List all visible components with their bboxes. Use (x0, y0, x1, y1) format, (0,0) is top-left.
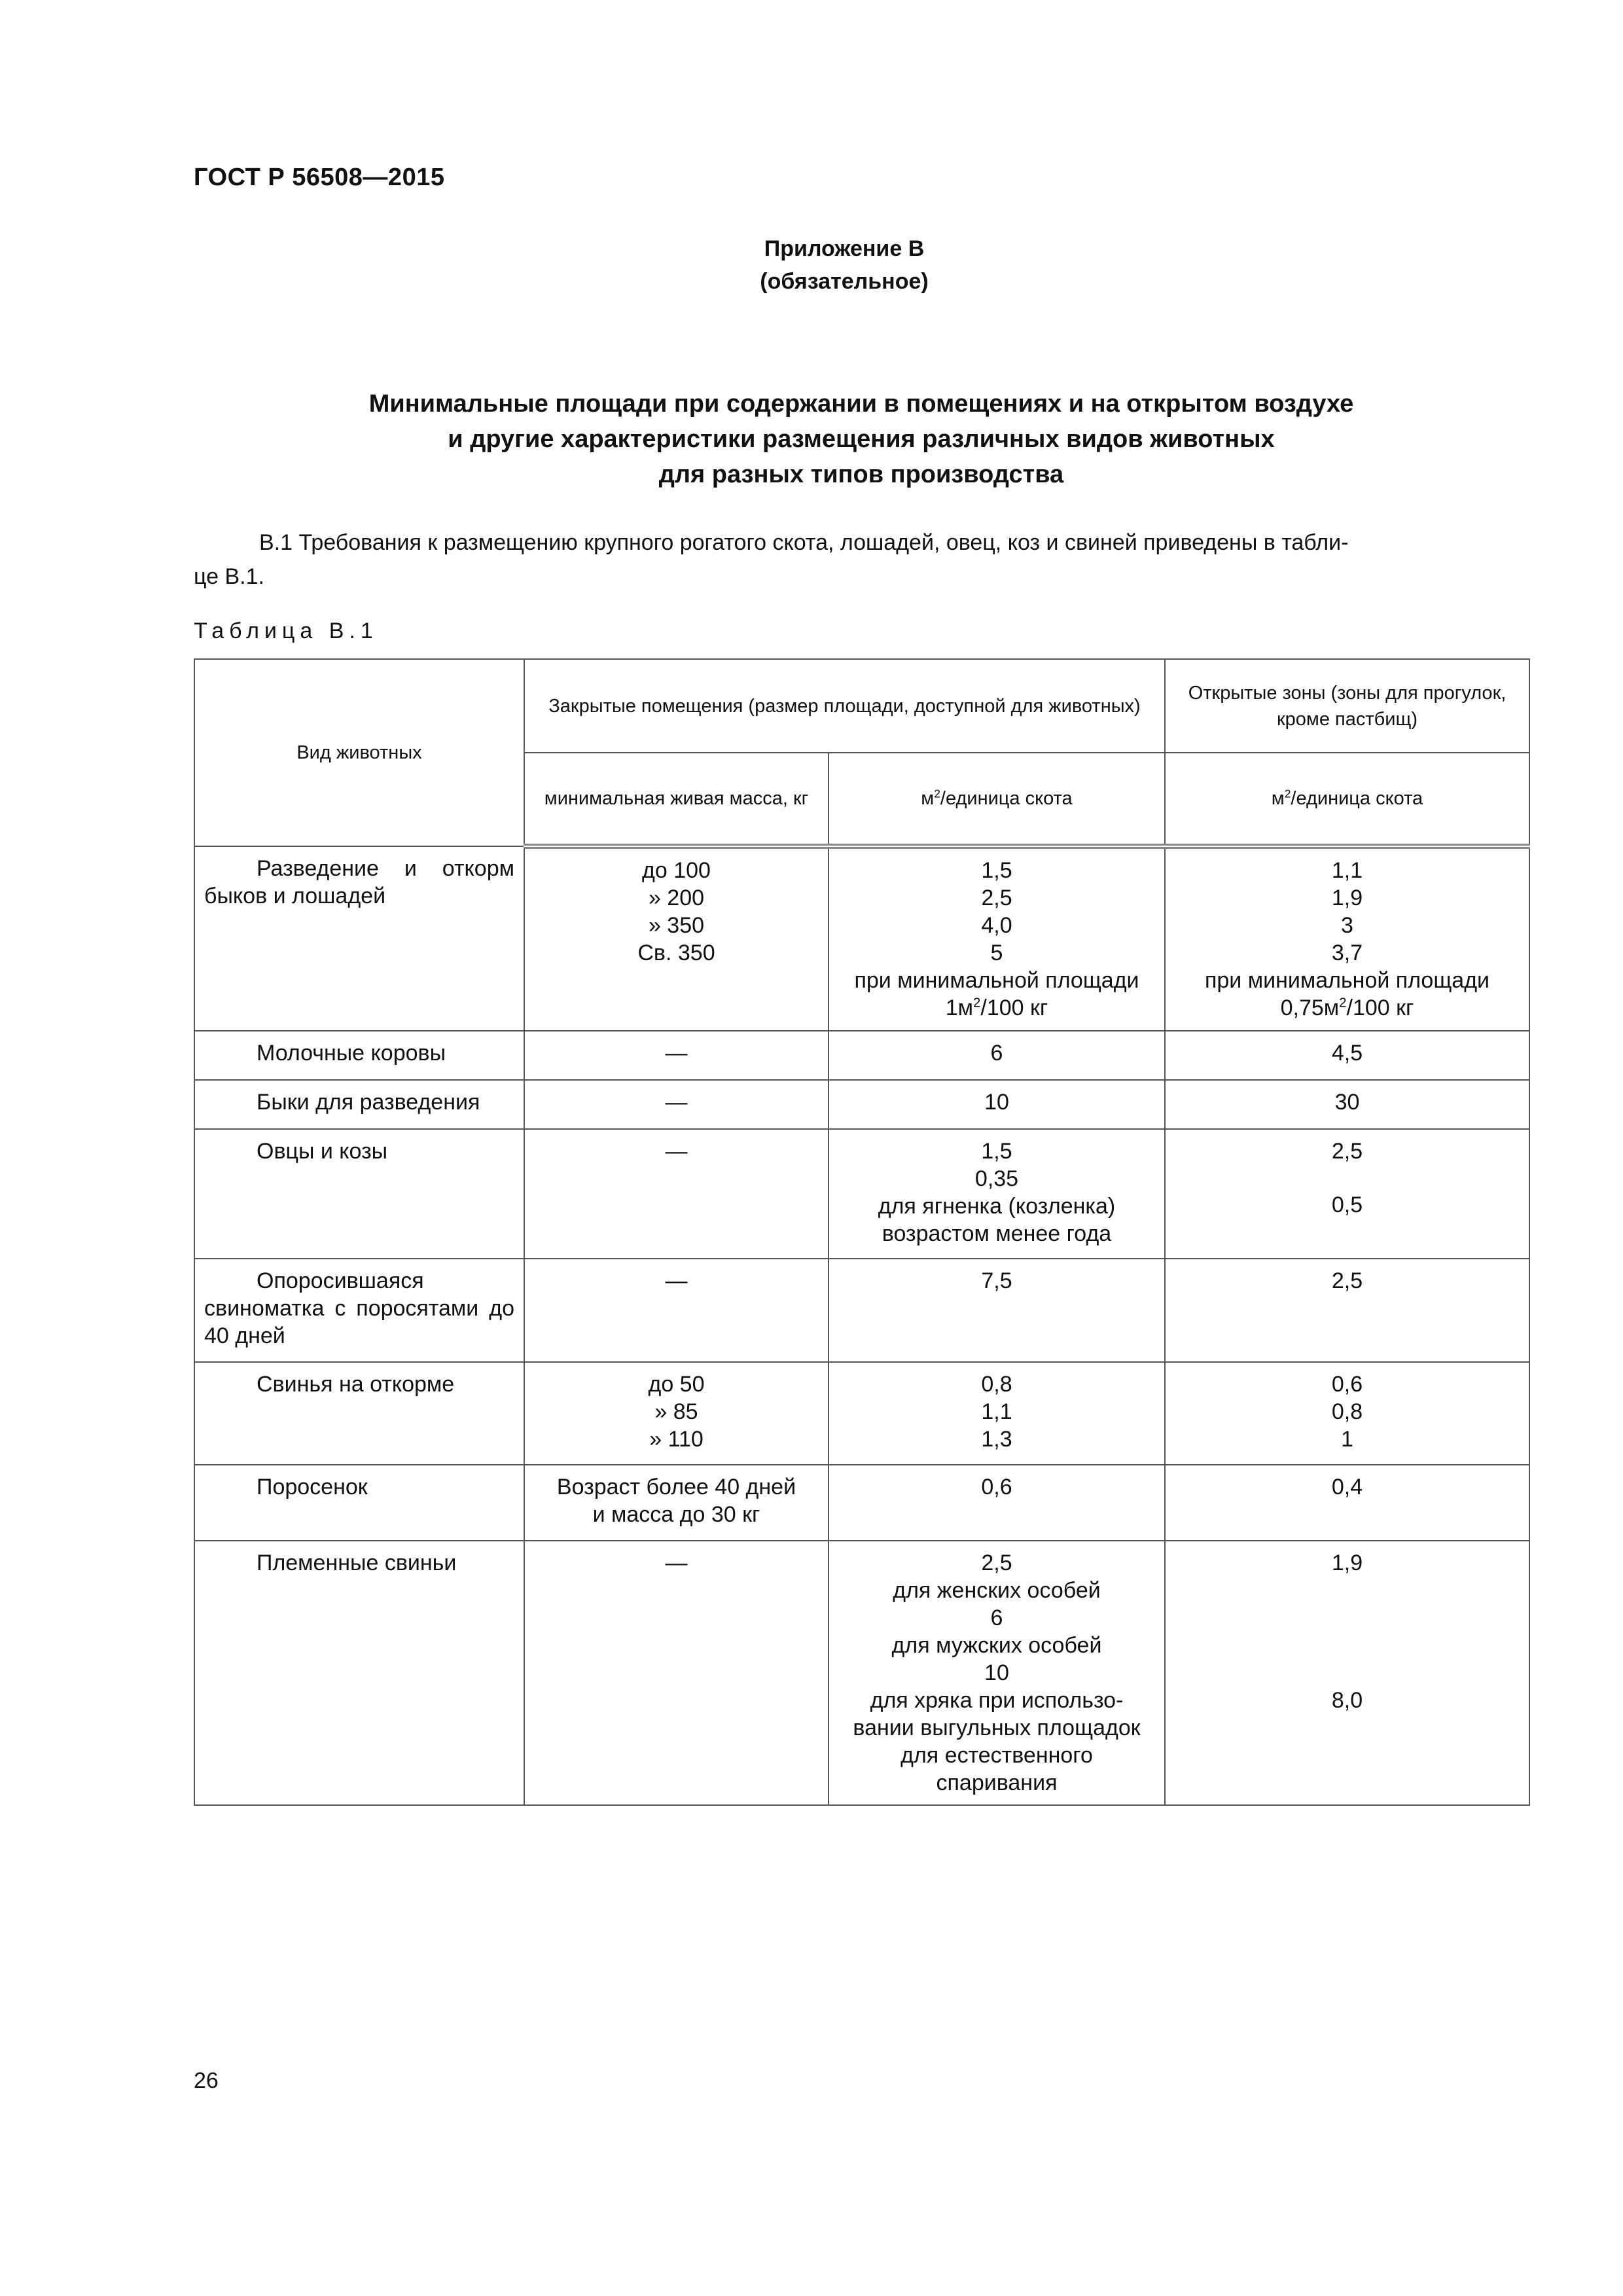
area-requirements-table (194, 658, 1530, 1806)
table-row (194, 1031, 1529, 1080)
outdoor-area-cell: 2,5 (1165, 1259, 1529, 1362)
annex-heading (0, 232, 1623, 298)
header-min-mass: минимальная живая масса, кг (524, 753, 829, 846)
paragraph-b1 (194, 526, 1529, 594)
indoor-area-cell: 1,5 2,5 4,0 5 при минимальной площади $1м^2/100$ кг (829, 846, 1165, 1031)
outdoor-area-cell: 30 (1165, 1080, 1529, 1129)
indoor-area-cell: 10 (829, 1080, 1165, 1129)
annex-title: Приложение В (764, 236, 925, 261)
table-row (194, 846, 1529, 1031)
indoor-area-cell: 2,5 для женских особей 6 для мужских особей 10 для хряка при использо- вании выгульных площадок для естественного спаривания (829, 1541, 1165, 1805)
indoor-area-cell: 1,5 0,35 для ягненка (козленка) возрастом менее года (829, 1129, 1165, 1259)
outdoor-area-cell: 1,9 8,0 (1165, 1541, 1529, 1805)
table-row (194, 1465, 1529, 1541)
outdoor-area-cell: 4,5 (1165, 1031, 1529, 1080)
annex-status: (обязательное) (760, 269, 929, 294)
header-outdoor-unit: $м^2$/единица скота (1165, 753, 1529, 846)
table-row (194, 1541, 1529, 1805)
table-row (194, 1080, 1529, 1129)
outdoor-area-cell: 1,1 1,9 3 3,7 при минимальной площади $0,75м^2/100$ кг (1165, 846, 1529, 1031)
mass-cell: — (524, 1080, 829, 1129)
page-number: 26 (194, 2068, 219, 2093)
animal-name: Свинья на откорме (194, 1362, 524, 1465)
outdoor-area-cell: 0,6 0,8 1 (1165, 1362, 1529, 1465)
mass-cell: — (524, 1031, 829, 1080)
mass-cell: — (524, 1541, 829, 1805)
header-indoor-unit: $м^2$/единица скота (829, 753, 1165, 846)
indoor-area-cell: 6 (829, 1031, 1165, 1080)
header-outdoor: Открытые зоны (зоны для прогулок, кроме пастбищ) (1165, 659, 1529, 753)
standard-number: ГОСТ Р 56508—2015 (194, 164, 445, 191)
title-line-3: для разных типов производства (658, 461, 1064, 488)
table-row (194, 1259, 1529, 1362)
title-line-1: Минимальные площади при содержании в помещениях и на открытом воздухе (368, 390, 1354, 418)
animal-name: Опоросившаяся свиноматка с поросятами до 40 дней (194, 1259, 524, 1362)
animal-name: Разведение и откорм быков и лошадей (194, 846, 524, 1031)
document-title (194, 386, 1529, 492)
header-animal-type: Вид животных (194, 659, 524, 846)
mass-cell: — (524, 1259, 829, 1362)
outdoor-area-cell: 0,4 (1165, 1465, 1529, 1541)
animal-name: Овцы и козы (194, 1129, 524, 1259)
paragraph-line-1: В.1 Требования к размещению крупного рогатого скота, лошадей, овец, коз и свиней приведены в табли- (259, 530, 1349, 555)
outdoor-area-cell: 2,5 0,5 (1165, 1129, 1529, 1259)
header-indoor: Закрытые помещения (размер площади, доступной для животных) (524, 659, 1165, 753)
table-caption: Таблица В.1 (194, 619, 378, 643)
indoor-area-cell: 0,6 (829, 1465, 1165, 1541)
mass-cell: — (524, 1129, 829, 1259)
title-line-2: и другие характеристики размещения различных видов животных (448, 425, 1275, 453)
table-row (194, 1129, 1529, 1259)
table-row (194, 1362, 1529, 1465)
animal-name: Поросенок (194, 1465, 524, 1541)
indoor-area-cell: 0,8 1,1 1,3 (829, 1362, 1165, 1465)
animal-name: Быки для разведения (194, 1080, 524, 1129)
mass-cell: Возраст более 40 дней и масса до 30 кг (524, 1465, 829, 1541)
mass-cell: до 50 » 85 » 110 (524, 1362, 829, 1465)
animal-name: Молочные коровы (194, 1031, 524, 1080)
indoor-area-cell: 7,5 (829, 1259, 1165, 1362)
mass-cell: до 100 » 200 » 350 Св. 350 (524, 846, 829, 1031)
paragraph-line-2: це В.1. (194, 564, 264, 589)
animal-name: Племенные свиньи (194, 1541, 524, 1805)
